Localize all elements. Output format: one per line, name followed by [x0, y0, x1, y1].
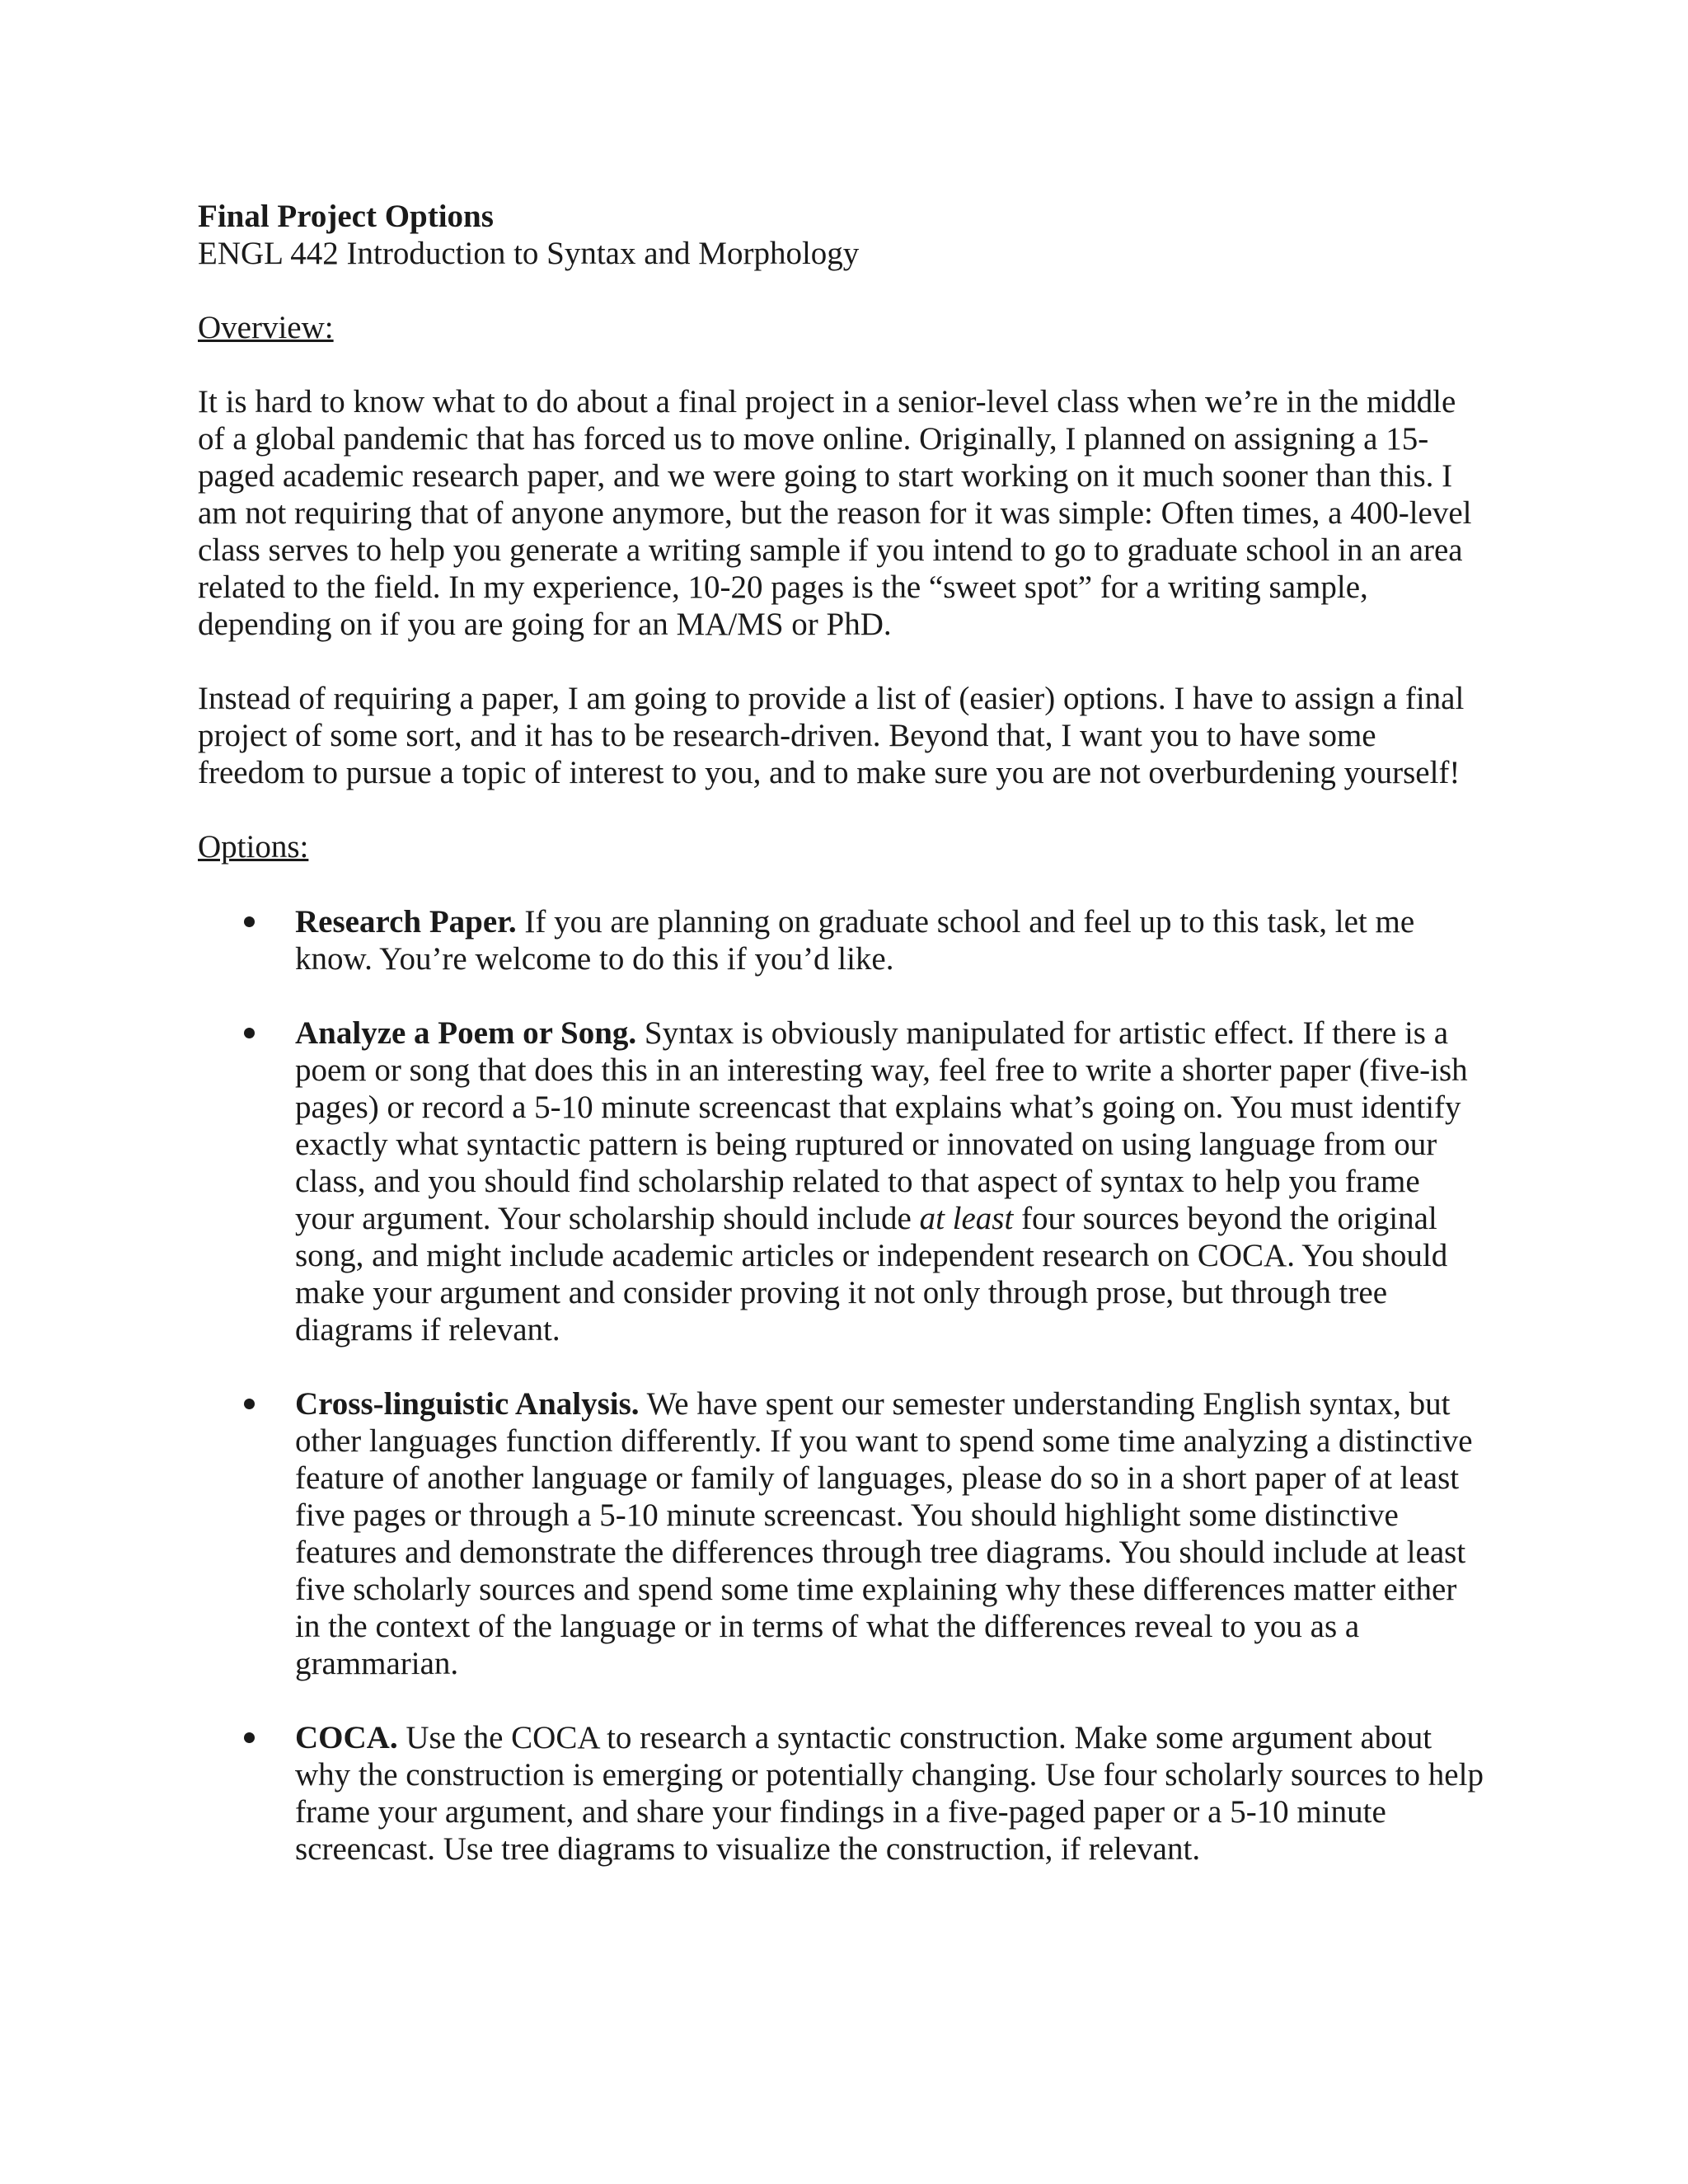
list-item	[198, 1385, 1484, 1682]
option-text-continued: four sources beyond the original song, and might include academic articles or independent research on COCA. You should make your argument and consider proving it not only through prose, but through tree diagrams if relevant.	[295, 1201, 1448, 1347]
option-title: COCA.	[295, 1720, 398, 1755]
option-title: Research Paper.	[295, 904, 517, 940]
bullet-icon	[244, 916, 255, 927]
list-item	[198, 1015, 1484, 1348]
bullet-icon	[244, 1732, 255, 1743]
option-emphasis: at least	[919, 1201, 1014, 1236]
document-page	[198, 198, 1484, 1868]
option-title: Analyze a Poem or Song.	[295, 1015, 637, 1051]
course-subtitle: ENGL 442 Introduction to Syntax and Morphology	[198, 236, 860, 271]
options-list	[198, 903, 1484, 1868]
document-title: Final Project Options	[198, 199, 494, 234]
overview-heading: Overview:	[198, 310, 334, 345]
option-text: If you are planning on graduate school and feel up to this task, let me know. You’re welcome to do this if you’d like.	[295, 904, 1415, 977]
option-text: Use the COCA to research a syntactic construction. Make some argument about why the construction is emerging or potentially changing. Use four scholarly sources to help frame your argument, and share your findings in a five-paged paper or a 5-10 minute screencast. Use tree diagrams to visualize the construction, if relevant.	[295, 1720, 1484, 1867]
overview-paragraph-2: Instead of requiring a paper, I am going to provide a list of (easier) options. I have to assign a final project of some sort, and it has to be research-driven. Beyond that, I want you to have some freedom to pursue a topic of interest to you, and to make sure you are not overburdening yourself!	[198, 681, 1465, 790]
list-item	[198, 1719, 1484, 1868]
options-heading: Options:	[198, 829, 309, 865]
bullet-icon	[244, 1028, 255, 1038]
bullet-icon	[244, 1399, 255, 1409]
option-title: Cross-linguistic Analysis.	[295, 1386, 640, 1422]
option-text: Syntax is obviously manipulated for artistic effect. If there is a poem or song that does this in an interesting way, feel free to write a shorter paper (five-ish pages) or record a 5-10 minute screencast that explains what’s going on. You must identify exactly what syntactic pattern is being ruptured or innovated on using language from our class, and you should find scholarship related to that aspect of syntax to help you frame your argument. Your scholarship should include	[295, 1015, 1468, 1236]
overview-paragraph-1: It is hard to know what to do about a final project in a senior-level class when we’re in the middle of a global pandemic that has forced us to move online. Originally, I planned on assigning a 15-paged academic research paper, and we were going to start working on it much sooner than this. I am not requiring that of anyone anymore, but the reason for it was simple: Often times, a 400-level class serves to help you generate a writing sample if you intend to go to graduate school in an area related to the field. In my experience, 10-20 pages is the “sweet spot” for a writing sample, depending on if you are going for an MA/MS or PhD.	[198, 384, 1472, 642]
list-item	[198, 903, 1484, 977]
option-text: We have spent our semester understanding English syntax, but other languages function differently. If you want to spend some time analyzing a distinctive feature of another language or family of languages, please do so in a short paper of at least five pages or through a 5-10 minute screencast. You should highlight some distinctive features and demonstrate the differences through tree diagrams. You should include at least five scholarly sources and spend some time explaining why these differences matter either in the context of the language or in terms of what the differences reveal to you as a grammarian.	[295, 1386, 1473, 1681]
